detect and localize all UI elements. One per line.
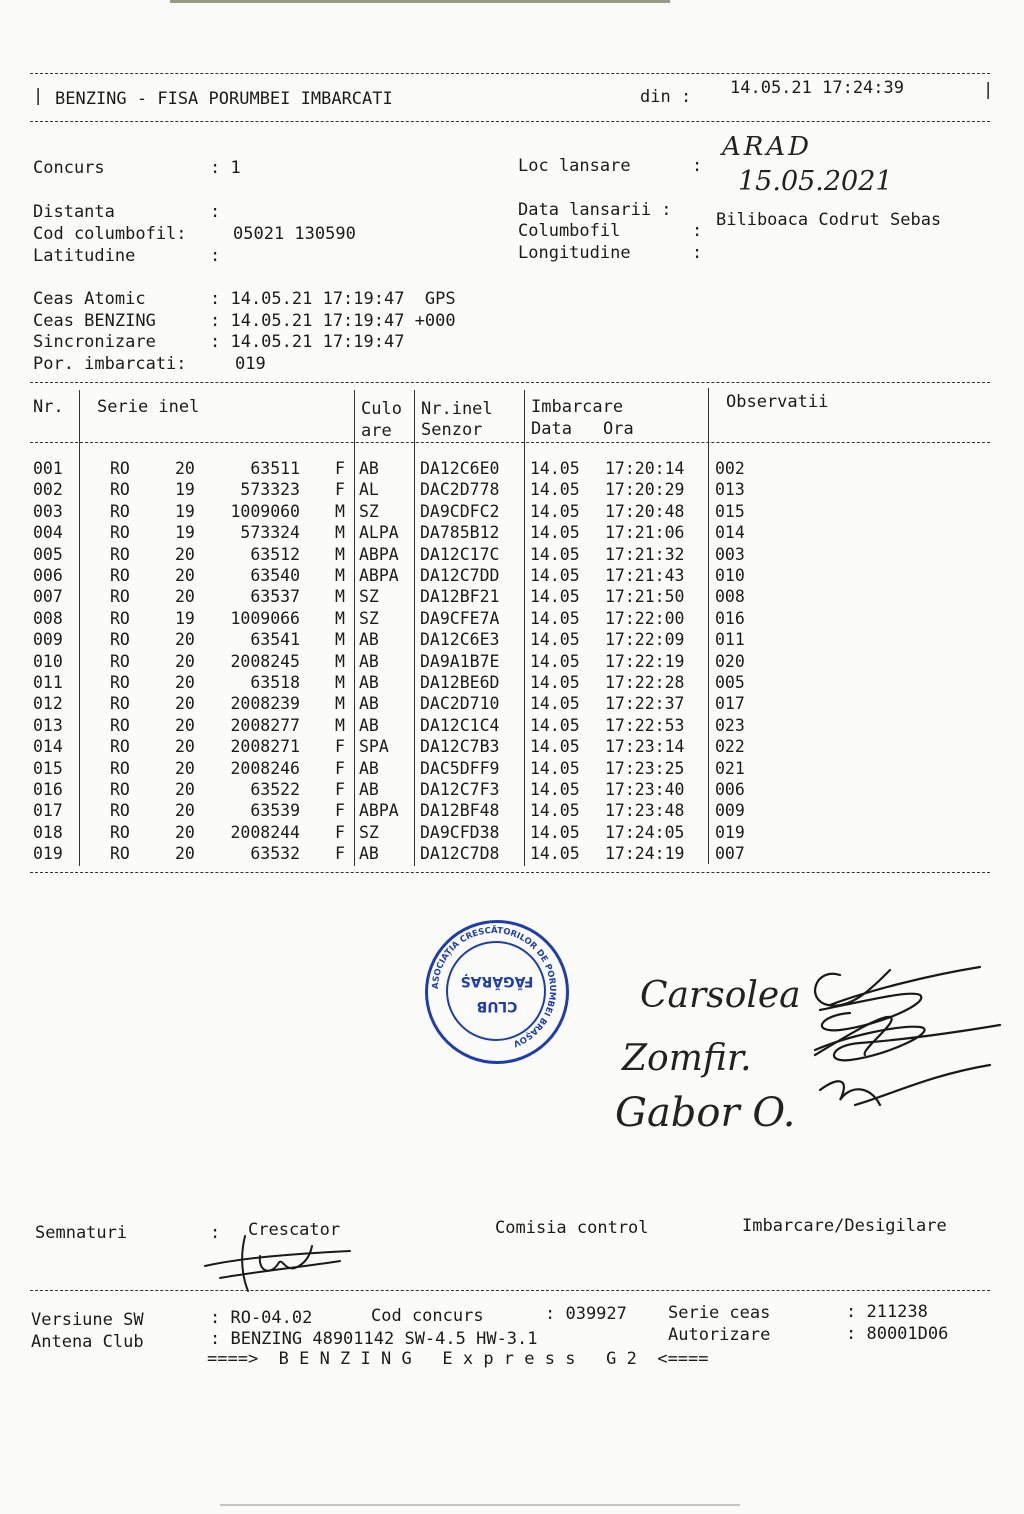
cell-sex: F xyxy=(335,844,345,864)
header-left-bar: | xyxy=(33,86,44,106)
cell-country: RO xyxy=(110,459,130,478)
comisia-control-label: Comisia control xyxy=(495,1218,649,1238)
cell-obs: 002 xyxy=(715,459,745,478)
cell-time: 17:24:05 xyxy=(605,822,685,842)
cell-color: ABPA xyxy=(359,801,399,821)
cell-nr: 007 xyxy=(33,587,63,607)
header-bottom-rule xyxy=(30,121,990,122)
cell-sensor: DA12C7F3 xyxy=(420,780,500,799)
col-header-nrinel: Nr.inel xyxy=(421,399,493,419)
cell-nr: 008 xyxy=(33,608,63,628)
cell-sex: F xyxy=(335,459,345,478)
cell-ring: 1009066 xyxy=(230,608,300,628)
cell-time: 17:23:48 xyxy=(605,801,685,821)
cell-obs: 008 xyxy=(715,587,745,607)
table-row xyxy=(30,629,990,650)
cell-sensor: DA12C7B3 xyxy=(420,737,500,757)
cell-date: 14.05 xyxy=(530,715,580,735)
cell-nr: 005 xyxy=(33,544,63,564)
cell-nr: 004 xyxy=(33,523,63,543)
cell-sensor: DAC2D778 xyxy=(420,480,500,500)
table-row xyxy=(30,501,990,522)
cell-ring: 63522 xyxy=(250,780,300,799)
sincronizare-label: Sincronizare xyxy=(33,332,156,352)
cell-sex: M xyxy=(335,523,345,543)
table-row xyxy=(30,586,990,607)
cell-obs: 019 xyxy=(715,822,745,842)
cell-date: 14.05 xyxy=(530,801,580,821)
cell-date: 14.05 xyxy=(530,694,580,714)
cell-sensor: DA9CFD38 xyxy=(420,822,500,842)
cell-date: 14.05 xyxy=(530,566,580,585)
cell-date: 14.05 xyxy=(530,630,580,650)
table-row xyxy=(30,479,990,500)
cell-year: 19 xyxy=(175,608,195,628)
signature-name-1: Carsolea xyxy=(640,975,801,1016)
cell-nr: 010 xyxy=(33,651,63,671)
crescator-label: Crescator xyxy=(248,1220,341,1240)
table-row xyxy=(30,758,990,779)
cell-nr: 012 xyxy=(33,694,63,714)
cell-country: RO xyxy=(110,737,130,757)
cell-country: RO xyxy=(110,715,130,735)
cell-obs: 023 xyxy=(715,715,745,735)
table-bottom-rule xyxy=(30,872,990,873)
cell-year: 20 xyxy=(175,587,195,607)
cell-nr: 002 xyxy=(33,480,63,500)
cell-date: 14.05 xyxy=(530,737,580,757)
top-edge xyxy=(170,0,670,3)
versiune-label: Versiune SW xyxy=(31,1310,144,1330)
cell-time: 17:21:06 xyxy=(605,523,685,543)
cell-sensor: DA785B12 xyxy=(420,523,500,543)
table-row xyxy=(30,522,990,543)
cell-time: 17:23:25 xyxy=(605,758,685,778)
cell-date: 14.05 xyxy=(530,459,580,478)
cell-year: 20 xyxy=(175,801,195,821)
cell-sex: M xyxy=(335,673,345,692)
table-row xyxy=(30,822,990,843)
cell-nr: 017 xyxy=(33,801,63,821)
document-title: BENZING - FISA PORUMBEI IMBARCATI xyxy=(55,89,393,109)
cell-obs: 014 xyxy=(715,523,745,543)
stamp-ring-text xyxy=(425,920,563,1058)
cell-year: 19 xyxy=(175,501,195,521)
loc-lansare-label: Loc lansare xyxy=(518,156,631,176)
concurs-value: : 1 xyxy=(210,158,241,178)
cell-ring: 2008271 xyxy=(230,737,300,757)
cell-sensor: DAC2D710 xyxy=(420,694,500,714)
cell-color: SPA xyxy=(359,737,389,757)
cell-color: SZ xyxy=(359,608,379,628)
cell-year: 20 xyxy=(175,715,195,735)
cell-sex: M xyxy=(335,651,345,671)
cell-year: 20 xyxy=(175,758,195,778)
semnaturi-label: Semnaturi xyxy=(35,1223,128,1243)
cell-ring: 63539 xyxy=(250,801,300,821)
cell-sensor: DA9CDFC2 xyxy=(420,501,500,521)
cell-date: 14.05 xyxy=(530,758,580,778)
cell-year: 20 xyxy=(175,737,195,757)
table-row xyxy=(30,608,990,629)
cell-sex: M xyxy=(335,715,345,735)
col-header-ora: Ora xyxy=(603,419,634,439)
cell-obs: 022 xyxy=(715,737,745,757)
cell-ring: 2008244 xyxy=(230,822,300,842)
table-row xyxy=(30,715,990,736)
cell-date: 14.05 xyxy=(530,780,580,799)
cell-nr: 018 xyxy=(33,822,63,842)
cell-sensor: DA12C6E3 xyxy=(420,630,500,650)
cell-color: SZ xyxy=(359,822,379,842)
cell-date: 14.05 xyxy=(530,587,580,607)
cell-color: AB xyxy=(359,758,379,778)
cell-obs: 010 xyxy=(715,566,745,585)
cell-nr: 013 xyxy=(33,715,63,735)
cell-sex: M xyxy=(335,694,345,714)
cell-color: AB xyxy=(359,780,379,799)
cell-time: 17:20:48 xyxy=(605,501,685,521)
concurs-label: Concurs xyxy=(33,158,105,178)
cell-sensor: DA9A1B7E xyxy=(420,651,500,671)
cell-ring: 2008246 xyxy=(230,758,300,778)
cell-country: RO xyxy=(110,758,130,778)
cell-sensor: DA9CFE7A xyxy=(420,608,500,628)
col-header-data: Data xyxy=(531,419,572,439)
serie-ceas-value: : 211238 xyxy=(846,1302,928,1322)
cell-ring: 573323 xyxy=(240,480,300,500)
cell-sex: F xyxy=(335,801,345,821)
cell-nr: 015 xyxy=(33,758,63,778)
col-header-serie: Serie inel xyxy=(97,397,200,417)
col-header-observatii: Observatii xyxy=(726,392,829,412)
cell-date: 14.05 xyxy=(530,822,580,842)
cell-time: 17:21:32 xyxy=(605,544,685,564)
cell-year: 20 xyxy=(175,544,195,564)
cell-country: RO xyxy=(110,523,130,543)
cell-obs: 003 xyxy=(715,544,745,564)
columbofil-label: Columbofil xyxy=(518,221,621,241)
cell-country: RO xyxy=(110,566,130,585)
cell-obs: 015 xyxy=(715,501,745,521)
cod-columbofil-value: 05021 130590 xyxy=(233,224,356,244)
cod-concurs-label: Cod concurs xyxy=(371,1306,484,1326)
table-top-rule xyxy=(30,382,990,383)
cell-year: 20 xyxy=(175,822,195,842)
cell-sensor: DA12C1C4 xyxy=(420,715,500,735)
cell-sensor: DA12C7D8 xyxy=(420,844,500,864)
print-datetime: 14.05.21 17:24:39 xyxy=(730,78,904,98)
sincronizare-value: : 14.05.21 17:19:47 xyxy=(210,332,405,352)
table-header-rule xyxy=(30,442,990,443)
benzing-express-banner: ====> B E N Z I N G E x p r e s s G 2 <==== xyxy=(207,1349,709,1369)
cell-year: 20 xyxy=(175,844,195,864)
cell-sensor: DA12C17C xyxy=(420,544,500,564)
cell-time: 17:22:09 xyxy=(605,630,685,650)
cell-sex: M xyxy=(335,630,345,650)
cell-year: 20 xyxy=(175,651,195,671)
cell-sex: F xyxy=(335,480,345,500)
ceas-atomic-value: : 14.05.21 17:19:47 GPS xyxy=(210,289,456,309)
cell-ring: 1009060 xyxy=(230,501,300,521)
cell-country: RO xyxy=(110,822,130,842)
cell-ring: 63541 xyxy=(250,630,300,650)
header-right-bar: | xyxy=(983,80,994,100)
col-header-imbarcare: Imbarcare xyxy=(531,397,624,417)
serie-ceas-label: Serie ceas xyxy=(668,1303,771,1323)
col-header-culo: Culo xyxy=(361,399,402,419)
cell-color: AB xyxy=(359,630,379,650)
antena-label: Antena Club xyxy=(31,1332,144,1352)
cell-obs: 017 xyxy=(715,694,745,714)
table-row xyxy=(30,544,990,565)
cell-country: RO xyxy=(110,780,130,799)
cell-ring: 2008277 xyxy=(230,715,300,735)
cell-country: RO xyxy=(110,844,130,864)
cell-sex: M xyxy=(335,608,345,628)
cell-obs: 020 xyxy=(715,651,745,671)
imbarcare-desigilare-label: Imbarcare/Desigilare xyxy=(742,1216,947,1236)
cell-time: 17:23:40 xyxy=(605,780,685,799)
antena-value: : BENZING 48901142 SW-4.5 HW-3.1 xyxy=(210,1329,538,1349)
table-row xyxy=(30,565,990,586)
table-row xyxy=(30,736,990,757)
signature-scribbles xyxy=(590,955,1010,1155)
cell-sex: F xyxy=(335,822,345,842)
semnaturi-colon: : xyxy=(210,1223,221,1243)
cell-color: AB xyxy=(359,844,379,864)
cell-year: 20 xyxy=(175,780,195,799)
cell-color: AB xyxy=(359,459,379,478)
crescator-signature xyxy=(200,1226,370,1296)
cell-obs: 005 xyxy=(715,673,745,692)
ceas-benzing-value: : 14.05.21 17:19:47 +000 xyxy=(210,311,456,331)
cell-country: RO xyxy=(110,608,130,628)
cell-date: 14.05 xyxy=(530,480,580,500)
cell-sex: M xyxy=(335,587,345,607)
cell-date: 14.05 xyxy=(530,608,580,628)
stamp-line-1: CLUB xyxy=(476,998,518,1014)
cell-country: RO xyxy=(110,694,130,714)
cell-time: 17:21:50 xyxy=(605,587,685,607)
table-row xyxy=(30,651,990,672)
table-row xyxy=(30,458,990,479)
cell-nr: 001 xyxy=(33,459,63,478)
club-stamp xyxy=(425,920,569,1064)
cell-sensor: DA12BF21 xyxy=(420,587,500,607)
signature-name-3: Gabor O. xyxy=(615,1090,796,1136)
cell-color: ABPA xyxy=(359,566,399,585)
cell-obs: 021 xyxy=(715,758,745,778)
longitudine-colon: : xyxy=(692,243,703,263)
cell-ring: 63512 xyxy=(250,544,300,564)
cell-time: 17:22:53 xyxy=(605,715,685,735)
cell-country: RO xyxy=(110,651,130,671)
autorizare-value: : 80001D06 xyxy=(846,1324,949,1344)
cell-color: ABPA xyxy=(359,544,399,564)
header-top-rule xyxy=(30,73,990,74)
cell-sex: M xyxy=(335,501,345,521)
cell-year: 20 xyxy=(175,673,195,692)
cell-date: 14.05 xyxy=(530,501,580,521)
bottom-edge xyxy=(220,1504,740,1506)
cell-time: 17:23:14 xyxy=(605,737,685,757)
cell-date: 14.05 xyxy=(530,651,580,671)
cell-year: 20 xyxy=(175,694,195,714)
loc-lansare-colon: : xyxy=(692,156,703,176)
col-header-senzor: Senzor xyxy=(421,420,483,440)
cell-date: 14.05 xyxy=(530,544,580,564)
cell-color: AB xyxy=(359,715,379,735)
signature-name-2: Zomfir. xyxy=(622,1038,752,1079)
cell-nr: 011 xyxy=(33,673,63,692)
cell-ring: 63511 xyxy=(250,459,300,478)
cell-time: 17:24:19 xyxy=(605,844,685,864)
cell-year: 20 xyxy=(175,630,195,650)
cell-country: RO xyxy=(110,501,130,521)
por-imbarcati-value: 019 xyxy=(235,354,266,374)
data-lansarii-handwritten: 15.05.2021 xyxy=(738,166,893,197)
table-row xyxy=(30,843,990,864)
din-label: din : xyxy=(640,87,692,107)
cell-sensor: DA12BE6D xyxy=(420,673,500,692)
cell-sex: F xyxy=(335,758,345,778)
loc-lansare-handwritten: ARAD xyxy=(722,132,812,162)
cell-color: SZ xyxy=(359,501,379,521)
cell-color: AB xyxy=(359,651,379,671)
cell-sex: F xyxy=(335,780,345,799)
cell-ring: 2008245 xyxy=(230,651,300,671)
cell-date: 14.05 xyxy=(530,523,580,543)
columbofil-value: Biliboaca Codrut Sebas xyxy=(716,210,942,230)
cell-obs: 011 xyxy=(715,630,745,650)
latitudine-value: : xyxy=(210,246,221,266)
cell-obs: 006 xyxy=(715,780,745,799)
cell-time: 17:20:29 xyxy=(605,480,685,500)
cell-sensor: DAC5DFF9 xyxy=(420,758,500,778)
cell-time: 17:20:14 xyxy=(605,459,685,478)
por-imbarcati-label: Por. imbarcati: xyxy=(33,354,187,374)
cell-nr: 009 xyxy=(33,630,63,650)
cell-country: RO xyxy=(110,801,130,821)
cell-nr: 016 xyxy=(33,780,63,799)
cell-ring: 63540 xyxy=(250,566,300,585)
table-row xyxy=(30,779,990,800)
cell-sensor: DA12BF48 xyxy=(420,801,500,821)
latitudine-label: Latitudine xyxy=(33,246,136,266)
cell-obs: 007 xyxy=(715,844,745,864)
table-row xyxy=(30,693,990,714)
cell-ring: 63537 xyxy=(250,587,300,607)
cell-sensor: DA12C7DD xyxy=(420,566,500,585)
cell-obs: 009 xyxy=(715,801,745,821)
cell-country: RO xyxy=(110,480,130,500)
distanta-label: Distanta xyxy=(33,202,115,222)
cell-time: 17:22:00 xyxy=(605,608,685,628)
cell-sex: M xyxy=(335,566,345,585)
footer-rule xyxy=(30,1290,990,1291)
cell-date: 14.05 xyxy=(530,673,580,692)
cell-nr: 014 xyxy=(33,737,63,757)
cell-year: 19 xyxy=(175,523,195,543)
cod-concurs-value: : 039927 xyxy=(545,1304,627,1324)
cell-color: AB xyxy=(359,694,379,714)
cell-obs: 013 xyxy=(715,480,745,500)
cell-sex: F xyxy=(335,737,345,757)
longitudine-label: Longitudine xyxy=(518,243,631,263)
ceas-atomic-label: Ceas Atomic xyxy=(33,289,146,309)
cell-time: 17:22:28 xyxy=(605,673,685,692)
cell-time: 17:22:19 xyxy=(605,651,685,671)
cell-time: 17:21:43 xyxy=(605,566,685,585)
svg-text:ASOCIAȚIA CRESCĂTORILOR DE POR xyxy=(431,924,557,1048)
cell-sensor: DA12C6E0 xyxy=(420,459,500,478)
cell-country: RO xyxy=(110,673,130,692)
cell-country: RO xyxy=(110,630,130,650)
columbofil-colon: : xyxy=(692,221,703,241)
cell-nr: 003 xyxy=(33,501,63,521)
cell-color: ALPA xyxy=(359,523,399,543)
ceas-benzing-label: Ceas BENZING xyxy=(33,311,156,331)
distanta-value: : xyxy=(210,202,221,222)
cell-year: 20 xyxy=(175,566,195,585)
cell-year: 19 xyxy=(175,480,195,500)
cell-color: SZ xyxy=(359,587,379,607)
cell-year: 20 xyxy=(175,459,195,478)
cell-color: AL xyxy=(359,480,379,500)
cell-nr: 019 xyxy=(33,844,63,864)
cell-nr: 006 xyxy=(33,566,63,585)
versiune-value: : RO-04.02 xyxy=(210,1308,313,1328)
autorizare-label: Autorizare xyxy=(668,1325,771,1345)
cell-country: RO xyxy=(110,544,130,564)
cell-time: 17:22:37 xyxy=(605,694,685,714)
table-row xyxy=(30,672,990,693)
cell-country: RO xyxy=(110,587,130,607)
stamp-line-2: FĂGĂRAȘ xyxy=(460,973,534,989)
cell-ring: 573324 xyxy=(240,523,300,543)
cell-ring: 63518 xyxy=(250,673,300,692)
cell-obs: 016 xyxy=(715,608,745,628)
col-header-are: are xyxy=(361,421,392,441)
cell-ring: 63532 xyxy=(250,844,300,864)
cell-ring: 2008239 xyxy=(230,694,300,714)
stamp-ring-textpath: ASOCIAȚIA CRESCĂTORILOR DE PORUMBEI BRAȘOV xyxy=(430,925,558,1049)
cell-sex: M xyxy=(335,544,345,564)
data-lansarii-label: Data lansarii : xyxy=(518,200,672,220)
cod-columbofil-label: Cod columbofil: xyxy=(33,224,187,244)
table-row xyxy=(30,800,990,821)
cell-date: 14.05 xyxy=(530,844,580,864)
col-header-nr: Nr. xyxy=(33,397,64,417)
cell-color: AB xyxy=(359,673,379,692)
